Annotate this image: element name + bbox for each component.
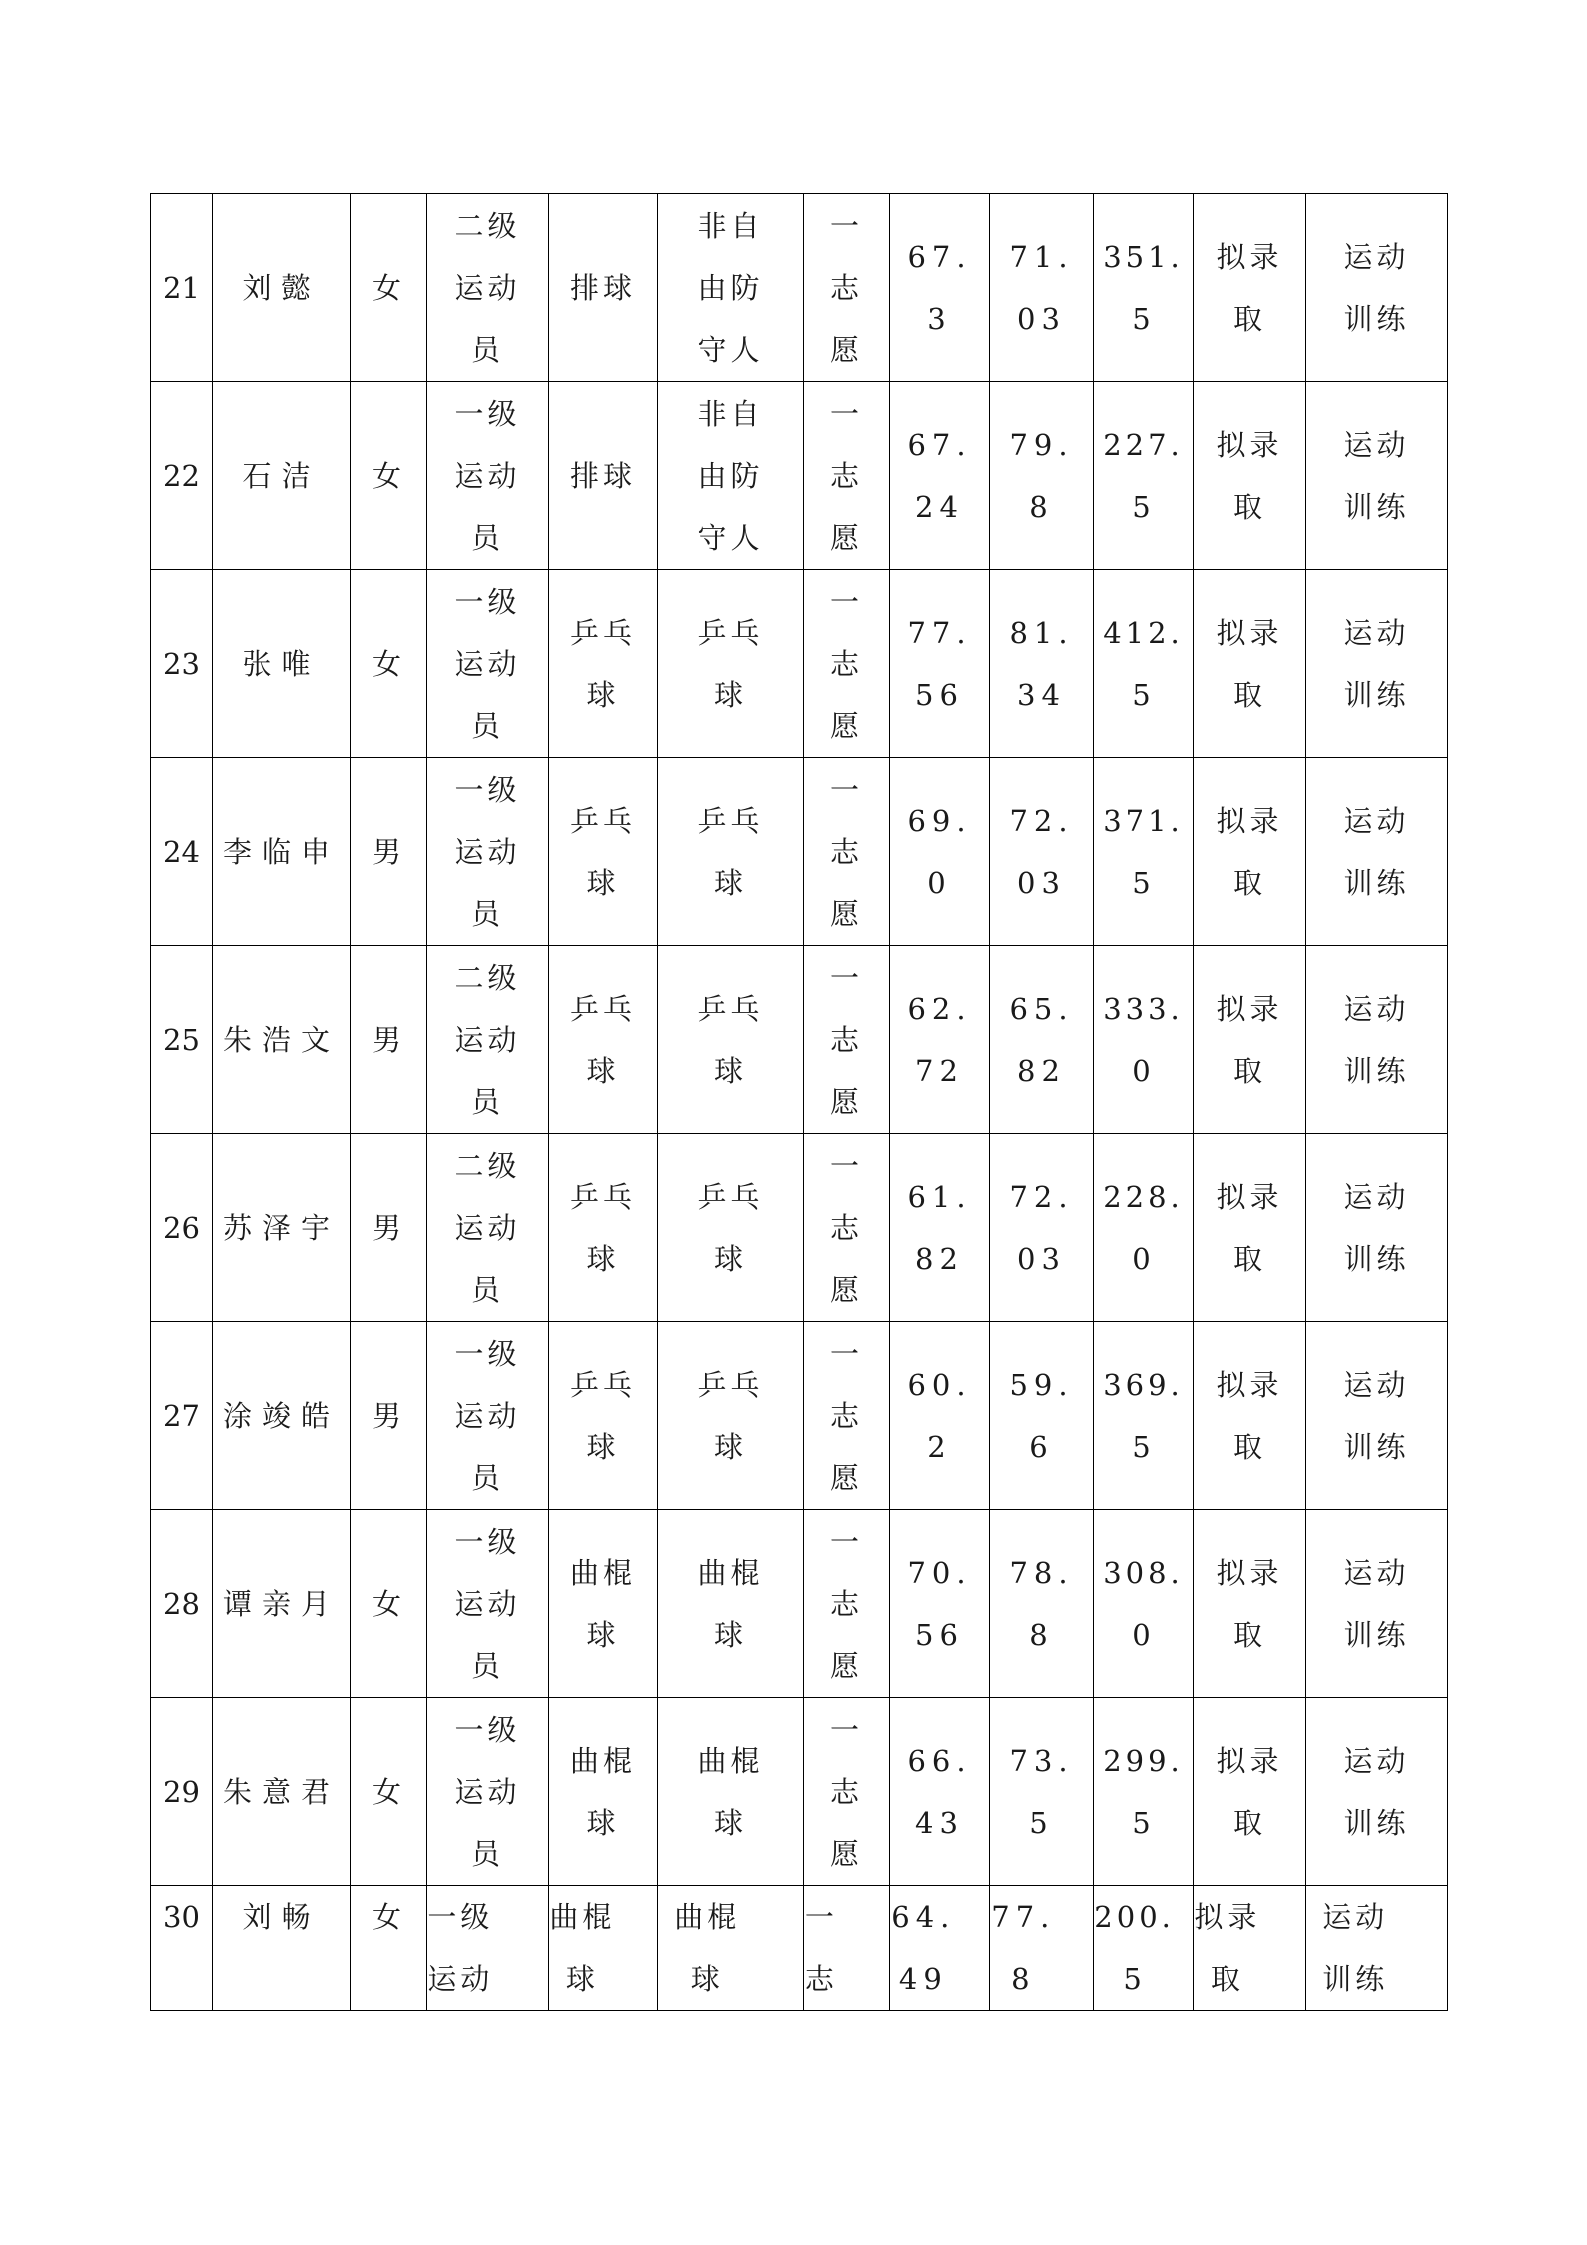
cell-result (1194, 946, 1306, 1134)
cell-sport-text: 乒乓球 (569, 991, 636, 1088)
cell-name (213, 946, 351, 1134)
cell-name-text: 谭亲月 (222, 1586, 340, 1621)
cell-gender (351, 194, 427, 382)
cell-result (1194, 382, 1306, 570)
cell-name-text: 朱浩文 (222, 1022, 340, 1057)
cell-gender-text: 女 (371, 1586, 405, 1621)
cell-sport-text: 曲棍球 (569, 1555, 636, 1652)
cell-number-text: 24 (163, 834, 200, 869)
cell-major (1306, 1322, 1448, 1510)
cell-score-1 (890, 382, 990, 570)
cell-event (658, 1698, 804, 1886)
cell-choice (804, 1322, 890, 1510)
cell-score-3 (1094, 382, 1194, 570)
cell-score-2 (990, 1134, 1094, 1322)
cell-score-3-text: 308.0 (1103, 1555, 1184, 1652)
cell-event-text: 曲棍球 (697, 1555, 764, 1652)
cell-event (658, 1886, 804, 2011)
cell-major-text: 运动训练 (1343, 803, 1410, 900)
cell-number (151, 1134, 213, 1322)
table-row (151, 570, 1448, 758)
cell-choice (804, 758, 890, 946)
cell-choice (804, 382, 890, 570)
cell-choice-text: 一志愿 (829, 208, 863, 367)
cell-result (1194, 1698, 1306, 1886)
cell-score-3-text: 200.5 (1094, 1900, 1175, 1996)
cell-gender-text: 男 (371, 1022, 405, 1057)
cell-score-1-text: 69.0 (907, 803, 972, 900)
cell-result-text: 拟录取 (1216, 615, 1283, 712)
cell-result-text: 拟录取 (1216, 991, 1283, 1088)
cell-number-text: 26 (163, 1210, 200, 1245)
table-row (151, 194, 1448, 382)
cell-event-text: 乒乓球 (697, 1367, 764, 1464)
cell-sport-text: 乒乓球 (569, 1179, 636, 1276)
cell-gender (351, 946, 427, 1134)
cell-result-text: 拟录取 (1216, 239, 1283, 336)
cell-level (427, 946, 549, 1134)
cell-sport (549, 946, 658, 1134)
cell-sport-text: 乒乓球 (569, 615, 636, 712)
cell-score-1 (890, 1510, 990, 1698)
cell-major (1306, 1886, 1448, 2011)
cell-score-1 (890, 1134, 990, 1322)
cell-sport-text: 曲棍球 (549, 1900, 616, 1996)
cell-level-text: 二级运动员 (454, 208, 521, 367)
cell-number-text: 30 (163, 1900, 200, 1934)
table-row (151, 1510, 1448, 1698)
cell-level (427, 382, 549, 570)
cell-gender (351, 382, 427, 570)
cell-gender (351, 758, 427, 946)
cell-score-2 (990, 1510, 1094, 1698)
cell-gender (351, 570, 427, 758)
cell-sport (549, 570, 658, 758)
cell-name-text: 石洁 (242, 458, 321, 493)
cell-name (213, 1886, 351, 2011)
table-body (151, 194, 1448, 2011)
cell-choice (804, 194, 890, 382)
cell-level (427, 1134, 549, 1322)
cell-score-1 (890, 570, 990, 758)
cell-major (1306, 1134, 1448, 1322)
cell-choice (804, 1698, 890, 1886)
cell-name (213, 1322, 351, 1510)
cell-event-text: 非自由防守人 (697, 208, 764, 367)
cell-number-text: 21 (163, 270, 200, 305)
cell-sport-text: 曲棍球 (569, 1743, 636, 1840)
cell-major-text: 运动训练 (1343, 239, 1410, 336)
cell-choice-text: 一志愿 (829, 584, 863, 743)
cell-score-2 (990, 570, 1094, 758)
cell-score-1-text: 61.82 (907, 1179, 972, 1276)
cell-choice-text: 一志愿 (829, 1336, 863, 1495)
cell-number (151, 1886, 213, 2011)
cell-score-3-text: 371.5 (1103, 803, 1184, 900)
cell-gender (351, 1510, 427, 1698)
cell-result-text: 拟录取 (1216, 1743, 1283, 1840)
cell-level (427, 1510, 549, 1698)
cell-score-1-text: 62.72 (907, 991, 972, 1088)
cell-major-text: 运动训练 (1343, 1743, 1410, 1840)
cell-major (1306, 946, 1448, 1134)
cell-number-text: 22 (163, 458, 200, 493)
cell-score-2-text: 81.34 (1009, 615, 1074, 712)
cell-choice-text: 一志愿 (829, 772, 863, 931)
cell-level-text: 一级运动员 (454, 396, 521, 555)
cell-major (1306, 382, 1448, 570)
cell-score-3 (1094, 758, 1194, 946)
cell-number (151, 1322, 213, 1510)
cell-result (1194, 194, 1306, 382)
cell-number (151, 1510, 213, 1698)
cell-number-text: 29 (163, 1774, 200, 1809)
cell-event (658, 1510, 804, 1698)
cell-number (151, 570, 213, 758)
cell-number-text: 27 (163, 1398, 200, 1433)
admission-table (150, 193, 1448, 2011)
cell-name (213, 1510, 351, 1698)
cell-choice-text: 一志愿 (829, 396, 863, 555)
cell-sport-text: 乒乓球 (569, 1367, 636, 1464)
cell-major (1306, 194, 1448, 382)
cell-number (151, 758, 213, 946)
cell-number (151, 382, 213, 570)
cell-level-text: 一级运动员 (454, 584, 521, 743)
cell-name (213, 1698, 351, 1886)
cell-score-3-text: 412.5 (1103, 615, 1184, 712)
cell-score-3 (1094, 946, 1194, 1134)
cell-result-text: 拟录取 (1216, 427, 1283, 524)
cell-name (213, 1134, 351, 1322)
cell-number (151, 946, 213, 1134)
cell-score-3 (1094, 1510, 1194, 1698)
cell-level-text: 二级运动员 (454, 1148, 521, 1307)
table-row (151, 946, 1448, 1134)
cell-gender (351, 1322, 427, 1510)
cell-gender-text: 女 (371, 646, 405, 681)
cell-score-2-text: 72.03 (1009, 803, 1074, 900)
cell-level (427, 1322, 549, 1510)
cell-score-1-text: 66.43 (907, 1743, 972, 1840)
cell-score-3-text: 333.0 (1103, 991, 1184, 1088)
cell-sport (549, 1322, 658, 1510)
cell-score-3-text: 299.5 (1103, 1743, 1184, 1840)
cell-level (427, 758, 549, 946)
cell-sport-text: 排球 (569, 458, 636, 493)
cell-score-2-text: 79.8 (1009, 427, 1074, 524)
cell-event (658, 382, 804, 570)
cell-choice-text: 一志愿 (829, 1148, 863, 1307)
cell-choice (804, 1510, 890, 1698)
cell-name (213, 194, 351, 382)
cell-event-text: 乒乓球 (697, 1179, 764, 1276)
cell-sport (549, 1134, 658, 1322)
cell-level-text: 一级运动员 (454, 1524, 521, 1683)
cell-name-text: 涂竣皓 (222, 1398, 340, 1433)
cell-score-3-text: 369.5 (1103, 1367, 1184, 1464)
cell-event (658, 946, 804, 1134)
cell-result-text: 拟录取 (1216, 1555, 1283, 1652)
cell-major-text: 运动训练 (1343, 1179, 1410, 1276)
cell-major-text: 运动训练 (1343, 427, 1410, 524)
cell-score-1-text: 67.3 (907, 239, 972, 336)
cell-result (1194, 1886, 1306, 2011)
cell-result (1194, 758, 1306, 946)
cell-major (1306, 1698, 1448, 1886)
cell-score-2-text: 73.5 (1009, 1743, 1074, 1840)
cell-event (658, 194, 804, 382)
cell-number (151, 1698, 213, 1886)
cell-score-1 (890, 946, 990, 1134)
cell-event (658, 1322, 804, 1510)
cell-level-text: 二级运动员 (454, 960, 521, 1119)
cell-major-text: 运动训练 (1343, 1367, 1410, 1464)
cell-sport (549, 382, 658, 570)
cell-choice (804, 946, 890, 1134)
cell-gender (351, 1698, 427, 1886)
cell-sport (549, 1510, 658, 1698)
cell-level-text: 一级运动 (427, 1900, 494, 1996)
cell-gender-text: 男 (371, 834, 405, 869)
cell-major-text: 运动训练 (1343, 991, 1410, 1088)
cell-result (1194, 570, 1306, 758)
cell-event-text: 乒乓球 (697, 803, 764, 900)
cell-score-3-text: 227.5 (1103, 427, 1184, 524)
cell-score-1-text: 67.24 (907, 427, 972, 524)
cell-choice (804, 1134, 890, 1322)
cell-result (1194, 1322, 1306, 1510)
cell-score-2-text: 59.6 (1009, 1367, 1074, 1464)
cell-level (427, 570, 549, 758)
cell-score-3 (1094, 1886, 1194, 2011)
cell-score-2 (990, 382, 1094, 570)
cell-choice-text: 一志 (804, 1900, 838, 1996)
cell-score-1 (890, 758, 990, 946)
cell-choice-text: 一志愿 (829, 1524, 863, 1683)
cell-sport (549, 1886, 658, 2011)
cell-score-2-text: 77.8 (991, 1900, 1056, 1996)
cell-choice-text: 一志愿 (829, 960, 863, 1119)
cell-score-1-text: 60.2 (907, 1367, 972, 1464)
cell-name-text: 张唯 (242, 646, 321, 681)
cell-sport-text: 乒乓球 (569, 803, 636, 900)
cell-level-text: 一级运动员 (454, 772, 521, 931)
table-row (151, 1698, 1448, 1886)
cell-gender-text: 女 (371, 270, 405, 305)
cell-event (658, 570, 804, 758)
cell-sport-text: 排球 (569, 270, 636, 305)
cell-score-2-text: 71.03 (1009, 239, 1074, 336)
cell-score-2 (990, 1322, 1094, 1510)
cell-number-text: 25 (163, 1022, 200, 1057)
cell-score-2-text: 72.03 (1009, 1179, 1074, 1276)
cell-score-1 (890, 1886, 990, 2011)
cell-gender-text: 男 (371, 1398, 405, 1433)
cell-gender-text: 女 (371, 1900, 405, 1934)
cell-name-text: 刘懿 (242, 270, 321, 305)
cell-name-text: 李临申 (222, 834, 340, 869)
cell-level-text: 一级运动员 (454, 1336, 521, 1495)
cell-level (427, 194, 549, 382)
cell-name (213, 382, 351, 570)
cell-score-3 (1094, 570, 1194, 758)
cell-score-1-text: 70.56 (907, 1555, 972, 1652)
cell-result (1194, 1510, 1306, 1698)
cell-score-1 (890, 194, 990, 382)
cell-major (1306, 758, 1448, 946)
cell-gender-text: 女 (371, 1774, 405, 1809)
cell-choice (804, 570, 890, 758)
cell-sport (549, 758, 658, 946)
cell-event (658, 758, 804, 946)
cell-score-1 (890, 1322, 990, 1510)
cell-event-text: 乒乓球 (697, 991, 764, 1088)
cell-choice (804, 1886, 890, 2011)
cell-gender (351, 1886, 427, 2011)
table-row (151, 1134, 1448, 1322)
cell-name (213, 570, 351, 758)
cell-event (658, 1134, 804, 1322)
table-row (151, 1886, 1448, 2011)
cell-major-text: 运动训练 (1343, 615, 1410, 712)
cell-result-text: 拟录取 (1216, 803, 1283, 900)
cell-score-3-text: 351.5 (1103, 239, 1184, 336)
cell-number-text: 23 (163, 646, 200, 681)
cell-choice-text: 一志愿 (829, 1712, 863, 1871)
cell-sport (549, 194, 658, 382)
cell-result-text: 拟录取 (1194, 1900, 1261, 1996)
cell-score-1 (890, 1698, 990, 1886)
cell-gender-text: 女 (371, 458, 405, 493)
cell-event-text: 曲棍球 (674, 1900, 741, 1996)
cell-score-2 (990, 758, 1094, 946)
cell-event-text: 曲棍球 (697, 1743, 764, 1840)
cell-score-3 (1094, 1134, 1194, 1322)
cell-score-2-text: 65.82 (1009, 991, 1074, 1088)
cell-number-text: 28 (163, 1586, 200, 1621)
cell-score-2 (990, 1698, 1094, 1886)
cell-score-2 (990, 194, 1094, 382)
cell-score-3-text: 228.0 (1103, 1179, 1184, 1276)
table-row (151, 382, 1448, 570)
cell-score-2 (990, 1886, 1094, 2011)
cell-score-2 (990, 946, 1094, 1134)
cell-name-text: 苏泽宇 (222, 1210, 340, 1245)
cell-name (213, 758, 351, 946)
cell-level (427, 1698, 549, 1886)
cell-major-text: 运动训练 (1343, 1555, 1410, 1652)
cell-name-text: 刘畅 (242, 1900, 321, 1934)
cell-score-3 (1094, 1698, 1194, 1886)
cell-name-text: 朱意君 (222, 1774, 340, 1809)
cell-score-3 (1094, 1322, 1194, 1510)
cell-level-text: 一级运动员 (454, 1712, 521, 1871)
cell-result-text: 拟录取 (1216, 1367, 1283, 1464)
cell-major (1306, 570, 1448, 758)
cell-result-text: 拟录取 (1216, 1179, 1283, 1276)
cell-score-2-text: 78.8 (1009, 1555, 1074, 1652)
cell-score-3 (1094, 194, 1194, 382)
cell-event-text: 乒乓球 (697, 615, 764, 712)
table-row (151, 1322, 1448, 1510)
admission-table-page (150, 193, 1447, 2011)
cell-number (151, 194, 213, 382)
cell-score-1-text: 77.56 (907, 615, 972, 712)
cell-result (1194, 1134, 1306, 1322)
cell-major (1306, 1510, 1448, 1698)
cell-score-1-text: 64.49 (891, 1900, 956, 1996)
cell-gender-text: 男 (371, 1210, 405, 1245)
cell-event-text: 非自由防守人 (697, 396, 764, 555)
cell-sport (549, 1698, 658, 1886)
cell-gender (351, 1134, 427, 1322)
cell-major-text: 运动训练 (1322, 1900, 1389, 1996)
cell-level (427, 1886, 549, 2011)
table-row (151, 758, 1448, 946)
